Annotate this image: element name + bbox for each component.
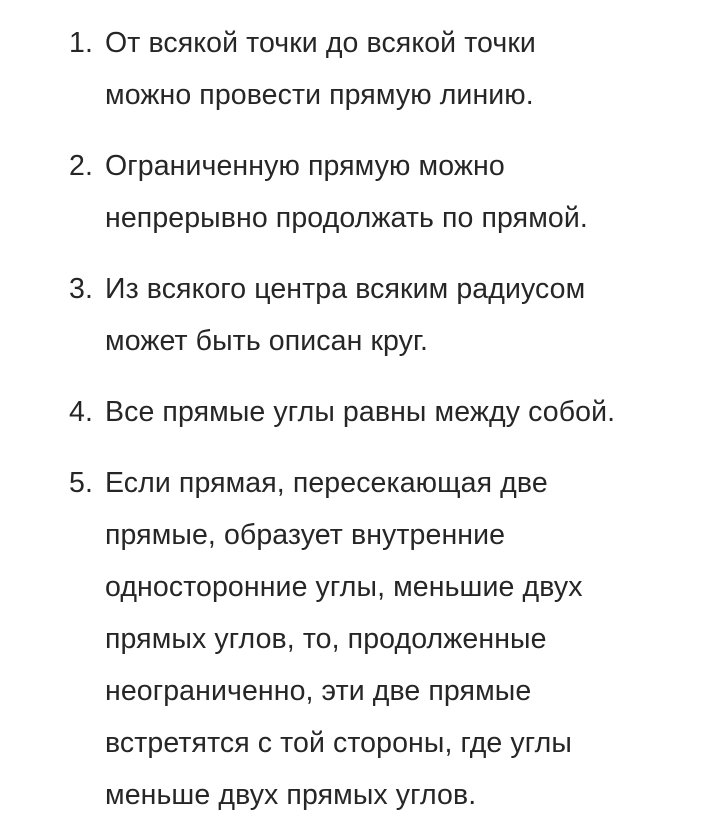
item-number: 3.: [69, 273, 93, 305]
item-text-line: Из всякого центра всяким радиусом: [105, 273, 586, 305]
item-text-line: прямых углов, то, продолженные: [105, 623, 547, 655]
item-text-line: может быть описан круг.: [105, 325, 429, 357]
list-item: [0, 386, 718, 438]
item-text-line: Все прямые углы равны между собой.: [105, 396, 616, 428]
item-text-line: встретятся с той стороны, где углы: [105, 727, 572, 759]
item-number: 2.: [69, 150, 93, 182]
list-item: [0, 263, 718, 367]
item-text-line: непрерывно продолжать по прямой.: [105, 202, 588, 234]
item-number: 1.: [69, 27, 93, 59]
item-text-line: От всякой точки до всякой точки: [105, 27, 536, 59]
item-text-line: меньше двух прямых углов.: [105, 779, 477, 811]
item-text-line: односторонние углы, меньшие двух: [105, 571, 583, 603]
item-text-line: неограниченно, эти две прямые: [105, 675, 532, 707]
list-item: [0, 140, 718, 244]
postulates-list: [0, 17, 718, 840]
list-item: [0, 17, 718, 121]
item-text-line: Ограниченную прямую можно: [105, 150, 505, 182]
item-text-line: можно провести прямую линию.: [105, 79, 534, 111]
item-number: 4.: [69, 396, 93, 428]
item-number: 5.: [69, 467, 93, 499]
list-item: [0, 457, 718, 821]
item-text-line: прямые, образует внутренние: [105, 519, 506, 551]
item-text-line: Если прямая, пересекающая две: [105, 467, 548, 499]
